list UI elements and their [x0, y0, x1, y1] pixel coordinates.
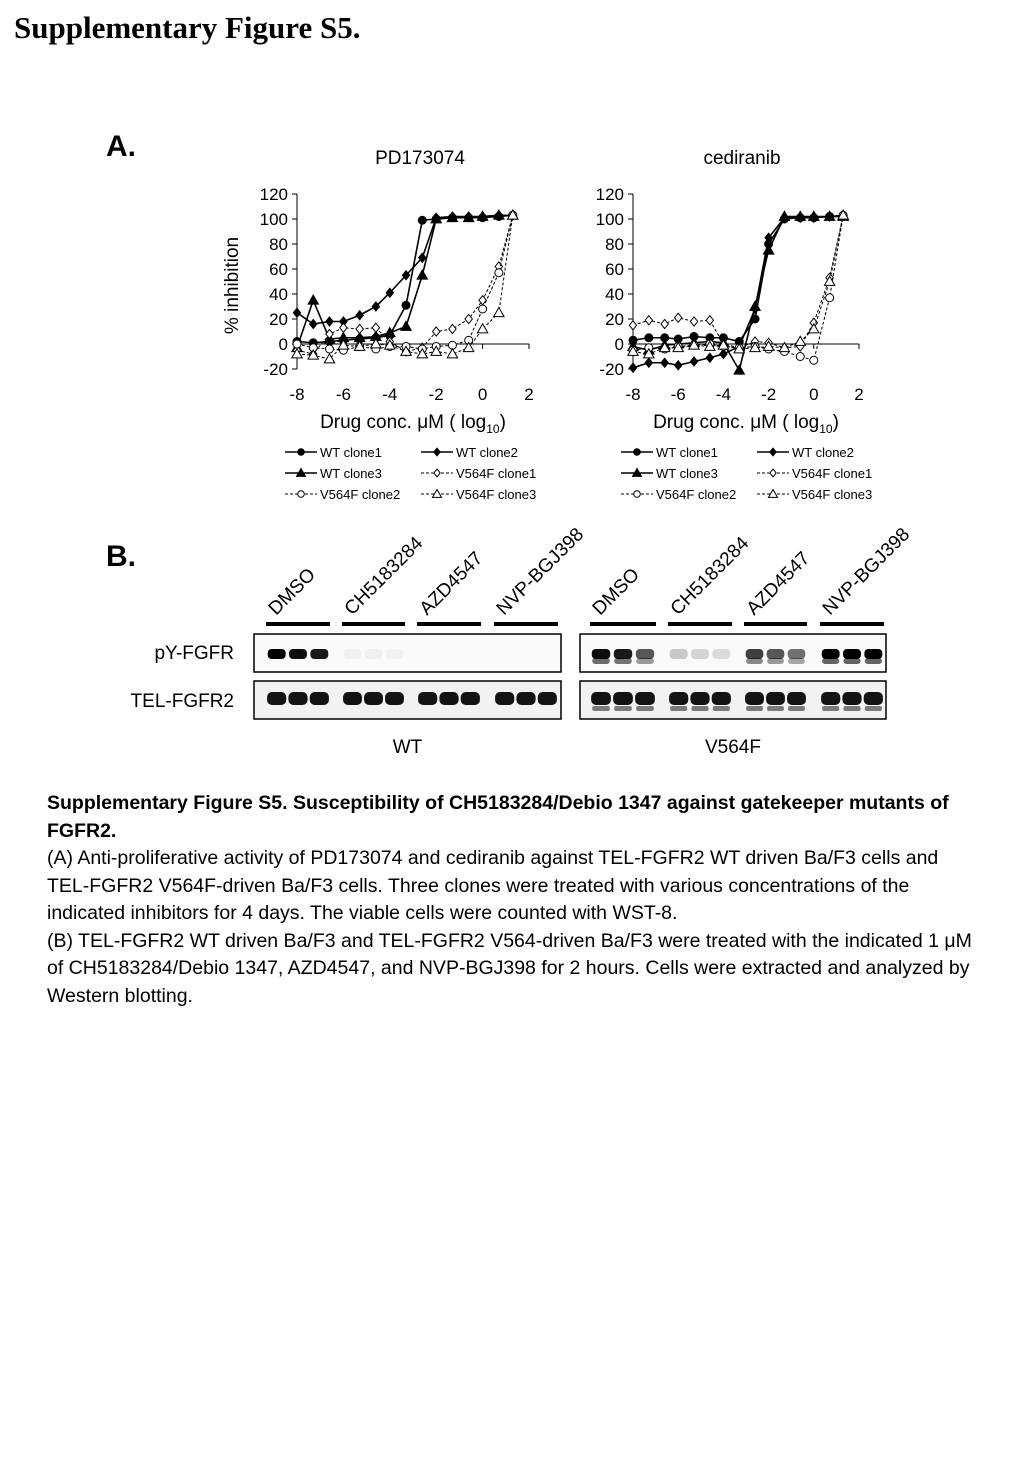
tel-band	[538, 692, 557, 705]
py-band	[788, 649, 806, 659]
tel-band	[745, 692, 764, 705]
y-tick-label: 100	[595, 210, 624, 229]
y-tick-label: -20	[599, 360, 624, 379]
tel-band	[343, 692, 362, 705]
legend-marker	[770, 448, 776, 456]
tel-band	[439, 692, 458, 705]
legend-label: V564F clone3	[456, 487, 537, 502]
data-point	[810, 356, 818, 364]
data-point	[629, 321, 636, 330]
tel-band	[385, 692, 404, 705]
tel-band-lower	[767, 706, 784, 711]
y-axis-label: % inhibition	[222, 236, 243, 335]
data-point	[418, 216, 426, 224]
data-point	[494, 308, 504, 317]
group-label: V564F	[705, 737, 761, 758]
py-band	[592, 649, 610, 659]
caption-title: Supplementary Figure S5. Susceptibility of CH5183284/Debio 1347 against gatekeeper mutants of FGFR2.	[47, 792, 949, 842]
data-point	[356, 324, 363, 333]
treatment-label: AZD4547	[742, 547, 815, 620]
tel-band	[267, 692, 286, 705]
data-point	[826, 294, 834, 302]
legend-label: V564F clone1	[792, 466, 873, 481]
legend-label: V564F clone2	[656, 487, 737, 502]
data-point	[340, 323, 347, 332]
py-band-lower	[746, 658, 763, 664]
py-band-lower	[788, 658, 805, 664]
page-title: Supplementary Figure S5.	[14, 10, 361, 45]
data-point	[479, 305, 487, 313]
y-tick-label: 0	[614, 335, 624, 354]
western-blot	[131, 524, 915, 758]
tel-band-lower	[822, 706, 839, 711]
panel-b-label: B.	[106, 540, 136, 573]
y-tick-label: 100	[259, 210, 288, 229]
y-tick-label: 60	[269, 260, 288, 279]
legend-marker	[298, 449, 305, 456]
tel-band-lower	[691, 706, 708, 711]
legend-label: WT clone2	[792, 445, 854, 460]
py-band	[822, 649, 840, 659]
tel-band-lower	[865, 706, 882, 711]
blot-group-wt	[254, 524, 588, 758]
y-tick-label: 120	[259, 185, 288, 204]
x-tick-label: 2	[854, 385, 864, 404]
chart-pd173074	[222, 148, 536, 502]
legend-marker	[634, 449, 641, 456]
py-band	[310, 649, 328, 659]
treatment-bar	[417, 622, 481, 626]
data-point	[690, 317, 697, 326]
py-band	[268, 649, 286, 659]
data-point	[417, 270, 427, 279]
py-band-lower	[636, 658, 654, 664]
data-point	[629, 363, 636, 372]
py-band	[746, 649, 764, 659]
data-point	[690, 357, 697, 366]
legend-label: V564F clone2	[320, 487, 401, 502]
tel-band-lower	[788, 706, 805, 711]
data-point	[326, 329, 333, 338]
data-point	[706, 353, 713, 362]
tel-band	[288, 692, 307, 705]
legend-label: WT clone1	[656, 445, 718, 460]
legend-label: V564F clone3	[792, 487, 873, 502]
x-tick-label: -8	[289, 385, 305, 404]
data-point	[447, 349, 457, 358]
y-tick-label: 20	[269, 310, 288, 329]
x-axis-label: Drug conc. μM ( $\log_{10}$)	[320, 412, 506, 436]
data-point	[449, 324, 456, 333]
tel-band-lower	[670, 706, 687, 711]
y-tick-label: 60	[605, 260, 624, 279]
chart-cediranib	[596, 148, 873, 502]
py-band	[386, 649, 404, 659]
tel-band	[635, 692, 655, 705]
py-band-lower	[592, 658, 610, 664]
chart-title: cediranib	[703, 148, 781, 169]
legend-marker	[769, 490, 778, 498]
legend-label: WT clone1	[320, 445, 382, 460]
series-v564f-clone1	[293, 211, 516, 359]
x-tick-label: -2	[761, 385, 777, 404]
tel-band	[613, 692, 633, 705]
x-tick-label: -4	[715, 385, 731, 404]
legend	[621, 445, 872, 502]
row-label-tel-fgfr2: TEL-FGFR2	[130, 691, 234, 712]
py-band	[864, 649, 882, 659]
legend-label: WT clone2	[456, 445, 518, 460]
py-band-lower	[822, 658, 839, 664]
tel-band	[418, 692, 437, 705]
treatment-bar	[590, 622, 656, 626]
py-band-lower	[843, 658, 860, 664]
data-point	[325, 345, 333, 353]
py-band	[767, 649, 785, 659]
tel-band-lower	[614, 706, 632, 711]
tel-band	[787, 692, 806, 705]
py-band-lower	[614, 658, 632, 664]
y-tick-label: 0	[278, 335, 288, 354]
data-point	[372, 323, 379, 332]
legend-marker	[434, 469, 440, 477]
tel-band-lower	[843, 706, 860, 711]
data-point	[324, 354, 334, 363]
data-point	[645, 334, 653, 342]
tel-band-lower	[746, 706, 763, 711]
py-band-lower	[865, 658, 882, 664]
tel-band-lower	[636, 706, 654, 711]
legend	[285, 445, 536, 502]
x-tick-label: -8	[625, 385, 641, 404]
x-tick-label: -2	[428, 385, 444, 404]
tel-band-lower	[713, 706, 730, 711]
x-axis-label: Drug conc. μM ( $\log_{10}$)	[653, 412, 839, 436]
y-tick-label: 40	[269, 285, 288, 304]
row-label-py-fgfr: pY-FGFR	[154, 643, 234, 664]
data-point	[706, 316, 713, 325]
data-point	[661, 319, 668, 328]
data-point	[356, 311, 363, 320]
py-band-lower	[767, 658, 784, 664]
legend-label: WT clone3	[320, 466, 382, 481]
chart-title: PD173074	[375, 148, 465, 169]
y-tick-label: 20	[605, 310, 624, 329]
data-point	[310, 319, 317, 328]
py-band	[614, 649, 632, 659]
data-point	[796, 353, 804, 361]
treatment-label: AZD4547	[415, 547, 488, 620]
data-point	[401, 321, 411, 330]
treatment-bar	[342, 622, 405, 626]
data-point	[675, 313, 682, 322]
treatment-bar	[494, 622, 558, 626]
tel-band	[766, 692, 785, 705]
tel-band	[310, 692, 329, 705]
tel-band	[591, 692, 611, 705]
group-label: WT	[392, 737, 423, 758]
treatment-bar	[266, 622, 330, 626]
figure-caption	[47, 790, 982, 1010]
y-tick-label: 120	[595, 185, 624, 204]
data-point	[661, 358, 668, 367]
treatment-label: CH5183284	[666, 532, 754, 620]
tel-band	[669, 692, 688, 705]
tel-band	[495, 692, 514, 705]
legend-marker	[434, 448, 440, 456]
y-tick-label: 80	[269, 235, 288, 254]
treatment-bar	[744, 622, 807, 626]
py-band	[670, 649, 688, 659]
treatment-label: NVP-BGJ398	[818, 524, 915, 620]
treatment-label: DMSO	[588, 564, 644, 620]
tel-band	[712, 692, 731, 705]
tel-band	[461, 692, 480, 705]
data-point	[308, 295, 318, 304]
py-band	[344, 649, 362, 659]
treatment-bar	[668, 622, 732, 626]
panel-a-label: A.	[106, 130, 136, 163]
tel-band	[842, 692, 861, 705]
py-band	[843, 649, 861, 659]
legend-label: WT clone3	[656, 466, 718, 481]
tel-band	[690, 692, 709, 705]
x-tick-label: 0	[477, 385, 488, 404]
data-point	[645, 358, 652, 367]
py-band	[365, 649, 383, 659]
x-tick-label: -6	[670, 385, 686, 404]
x-tick-label: -4	[382, 385, 398, 404]
tel-band	[864, 692, 883, 705]
treatment-label: NVP-BGJ398	[492, 524, 589, 620]
data-point	[477, 324, 487, 333]
y-tick-label: 80	[605, 235, 624, 254]
py-band	[691, 649, 709, 659]
blot-group-v564f	[580, 524, 914, 758]
treatment-label: DMSO	[264, 564, 320, 620]
data-point	[402, 301, 410, 309]
legend-marker	[770, 469, 776, 477]
data-point	[645, 316, 652, 325]
x-tick-label: -6	[335, 385, 351, 404]
data-point	[495, 269, 503, 277]
data-point	[293, 308, 300, 317]
tel-band	[516, 692, 535, 705]
data-point	[293, 340, 301, 348]
legend-marker	[634, 491, 641, 498]
x-tick-label: 2	[524, 385, 534, 404]
caption-paragraph-a: (A) Anti-proliferative activity of PD173074 and cediranib against TEL-FGFR2 WT driven Ba/F3 cells and TEL-FGFR2 V564F-driven Ba/F3 cells. Three clones were treated with various concentrations of the indicated inhibitors for 4 days. The viable cells were counted with WST-8.	[47, 847, 939, 924]
x-tick-label: 0	[809, 385, 819, 404]
legend-label: V564F clone1	[456, 466, 537, 481]
caption-paragraph-b: (B) TEL-FGFR2 WT driven Ba/F3 and TEL-FGFR2 V564-driven Ba/F3 were treated with the indicated 1 μM of CH5183284/Debio 1347, AZD4547, and NVP-BGJ398 for 2 hours. Cells were extracted and analyzed by Western blotting.	[47, 929, 972, 1007]
py-band	[712, 649, 730, 659]
y-tick-label: -20	[263, 360, 288, 379]
treatment-bar	[820, 622, 884, 626]
treatment-label: CH5183284	[340, 532, 428, 620]
data-point	[326, 317, 333, 326]
y-tick-label: 40	[605, 285, 624, 304]
tel-band-lower	[592, 706, 610, 711]
legend-marker	[433, 490, 442, 498]
legend-marker	[298, 491, 305, 498]
data-point	[734, 365, 744, 374]
tel-band	[364, 692, 383, 705]
py-band	[636, 649, 654, 659]
tel-band	[821, 692, 840, 705]
data-point	[675, 361, 682, 370]
py-band	[289, 649, 307, 659]
